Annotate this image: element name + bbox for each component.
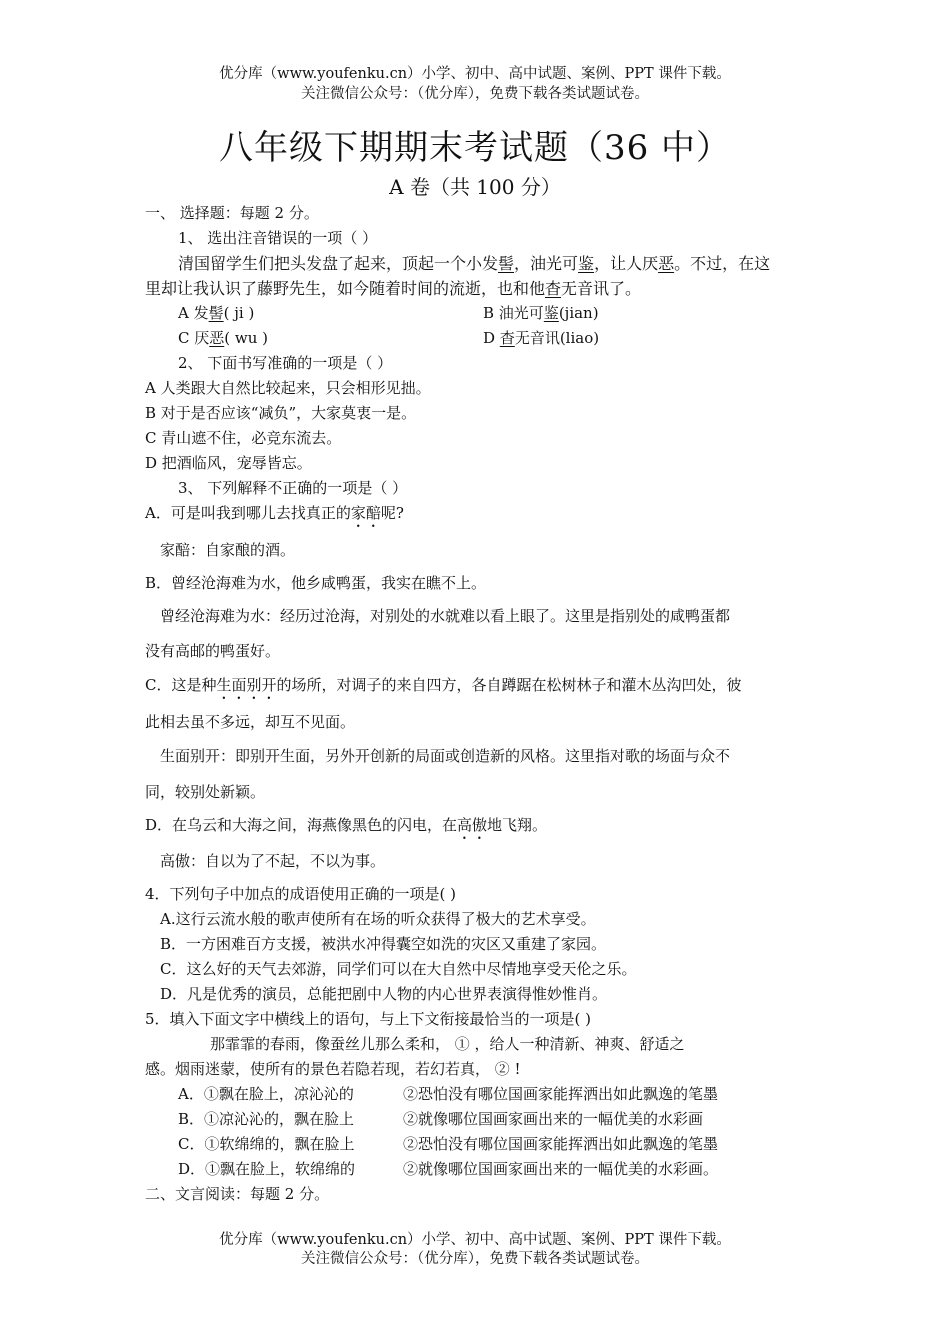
page-title: 八年级下期期末考试题（36 中） [218,128,732,168]
q3-option-c-explanation-1: 生面别开：即别开生面，另外开创新的局面或创造新的风格。这里指对歌的场面与众不 [160,747,731,765]
q4-stem: 4．下列句子中加点的成语使用正确的一项是( ) [145,885,457,903]
q3-option-c: C．这是种生面别开的场所，对调子的来自四方，各自蹲踞在松树林子和灌木丛沟凹处，彼 [145,676,742,694]
q3-option-b: B．曾经沧海难为水，他乡咸鸭蛋，我实在瞧不上。 [145,574,487,592]
q2-option-c: C 青山遮不住，必竞东流去。 [145,429,342,447]
q5-passage-line1: 那霏霏的春雨，像蚕丝儿那么柔和， ① ，给人一种清新、神爽、舒适之 [210,1035,685,1053]
q1-option-c: C 厌恶( wu ) [178,329,269,347]
page-subtitle: A 卷（共 100 分） [389,175,561,199]
q1-option-a: A 发髻( ji ) [178,304,255,322]
q4-option-b: B．一方困难百方支援，被洪水冲得囊空如洗的灾区又重建了家园。 [160,935,607,953]
q5-option-c-2: ②恐怕没有哪位国画家能挥洒出如此飘逸的笔墨 [403,1135,719,1153]
header-line-2: 关注微信公众号：（优分库），免费下载各类试题试卷。 [301,86,649,102]
q2-option-b: B 对于是否应该“减负”，大家莫衷一是。 [145,404,417,422]
q3-option-c-line2: 此相去虽不多远，却互不见面。 [145,713,356,731]
q3-option-b-explanation-1: 曾经沧海难为水：经历过沧海，对别处的水就难以看上眼了。这里是指别处的咸鸭蛋都 [160,607,731,625]
q1-option-b: B 油光可鉴(jian) [483,304,599,322]
q4-option-a: A.这行云流水般的歌声使所有在场的听众获得了极大的艺术享受。 [160,910,596,928]
q5-option-d-1: D．①飘在脸上，软绵绵的 [178,1160,356,1178]
q1-passage-line2: 里却让我认识了藤野先生，如今随着时间的流逝，也和他杳无音讯了。 [145,279,642,298]
q1-stem: 1、 选出注音错误的一项（ ） [178,229,378,247]
footer-line-2: 关注微信公众号：（优分库），免费下载各类试题试卷。 [301,1251,649,1267]
q1-passage-line1: 清国留学生们把头发盘了起来，顶起一个小发髻，油光可鉴，让人厌恶。不过，在这 [178,254,771,273]
section1-heading: 一、 选择题：每题 2 分。 [145,204,319,222]
q5-stem: 5．填入下面文字中横线上的语句，与上下文衔接最恰当的一项是( ) [145,1010,592,1028]
q5-option-b-2: ②就像哪位国画家画出来的一幅优美的水彩画 [403,1110,704,1128]
q3-stem: 3、 下列解释不正确的一项是（ ） [178,479,408,497]
q3-option-a-explanation: 家醅：自家酿的酒。 [160,541,296,559]
footer-line-1: 优分库（www.youfenku.cn）小学、初中、高中试题、案例、PPT 课件下载。 [219,1232,731,1248]
section2-heading: 二、文言阅读：每题 2 分。 [145,1185,330,1203]
q3-option-d-explanation: 高傲：自以为了不起，不以为事。 [160,852,386,870]
q5-option-c-1: C．①软绵绵的，飘在脸上 [178,1135,355,1153]
q5-passage-line2: 感。烟雨迷蒙，使所有的景色若隐若现，若幻若真， ② ! [145,1060,521,1078]
q5-option-a-2: ②恐怕没有哪位国画家能挥洒出如此飘逸的笔墨 [403,1085,719,1103]
q1-option-d: D 杳无音讯(liao) [483,329,600,347]
q4-option-c: C．这么好的天气去郊游，同学们可以在大自然中尽情地享受天伦之乐。 [160,960,637,978]
q3-option-c-explanation-2: 同，较别处新颖。 [145,783,266,801]
q5-option-b-1: B．①凉沁沁的，飘在脸上 [178,1110,355,1128]
q2-option-d: D 把酒临风，宠辱皆忘。 [145,454,312,472]
q4-option-d: D．凡是优秀的演员，总能把剧中人物的内心世界表演得惟妙惟肖。 [160,985,608,1003]
q3-option-d: D．在乌云和大海之间，海燕像黑色的闪电，在高傲地飞翔。 [145,816,548,834]
q5-option-d-2: ②就像哪位国画家画出来的一幅优美的水彩画。 [403,1160,719,1178]
q2-stem: 2、 下面书写准确的一项是（ ） [178,354,393,372]
q3-option-a: A．可是叫我到哪儿去找真正的家醅呢? [145,504,404,522]
q5-option-a-1: A．①飘在脸上，凉沁沁的 [178,1085,354,1103]
q3-option-b-explanation-2: 没有高邮的鸭蛋好。 [145,642,281,660]
header-line-1: 优分库（www.youfenku.cn）小学、初中、高中试题、案例、PPT 课件下载。 [219,66,731,82]
q2-option-a: A 人类跟大自然比较起来，只会相形见拙。 [145,379,431,397]
